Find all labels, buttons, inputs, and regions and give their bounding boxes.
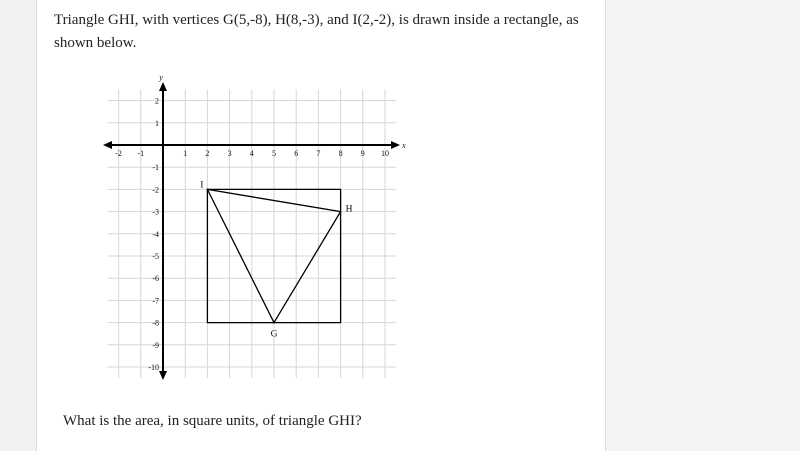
x-tick-label: 7: [316, 149, 321, 158]
x-axis-label: x: [402, 141, 406, 150]
y-tick-label: -10: [148, 363, 159, 372]
y-tick-label: -3: [152, 207, 159, 217]
x-tick-label: -1: [137, 149, 145, 158]
y-tick-label: 1: [155, 118, 159, 128]
y-tick-label: -7: [152, 296, 159, 306]
x-axis-arrow-left: [103, 141, 112, 149]
problem-intro: Triangle GHI, with vertices G(5,-8), H(8,-3), and I(2,-2), is drawn inside a rectangle, as shown below.: [54, 12, 579, 51]
x-tick-label: 6: [294, 149, 299, 158]
y-axis-arrow-up: [159, 82, 167, 91]
problem-question: What is the area, in square units, of triangle GHI?: [63, 413, 362, 429]
y-tick-label: -6: [152, 274, 159, 284]
y-axis-arrow-down: [159, 371, 167, 380]
x-tick-label: -2: [115, 149, 122, 158]
x-tick-label: 1: [183, 149, 188, 158]
vertex-labels: [200, 180, 352, 339]
y-tick-label: -4: [152, 229, 159, 239]
x-tick-label: 9: [360, 149, 365, 158]
x-tick-label: 5: [272, 149, 276, 158]
y-axis-label: y: [159, 73, 163, 82]
x-tick-label: 4: [249, 149, 254, 158]
y-tick-label: -5: [152, 252, 159, 261]
x-tick-label: 3: [227, 149, 232, 158]
y-tick-label: 2: [155, 96, 159, 106]
y-tick-label: -2: [152, 185, 159, 195]
grid: [108, 90, 397, 379]
vertex-label-h: H: [345, 204, 353, 215]
x-tick-label: 2: [205, 149, 210, 158]
x-axis-arrow-right: [391, 141, 400, 149]
x-tick-label: 8: [338, 149, 343, 158]
vertex-label-g: G: [270, 329, 278, 340]
y-tick-label: -1: [152, 163, 159, 173]
y-tick-label: -8: [152, 318, 159, 328]
vertex-label-i: I: [200, 180, 204, 191]
axes: [103, 73, 406, 380]
x-tick-label: 10: [381, 149, 389, 158]
y-tick-label: -9: [152, 340, 159, 350]
